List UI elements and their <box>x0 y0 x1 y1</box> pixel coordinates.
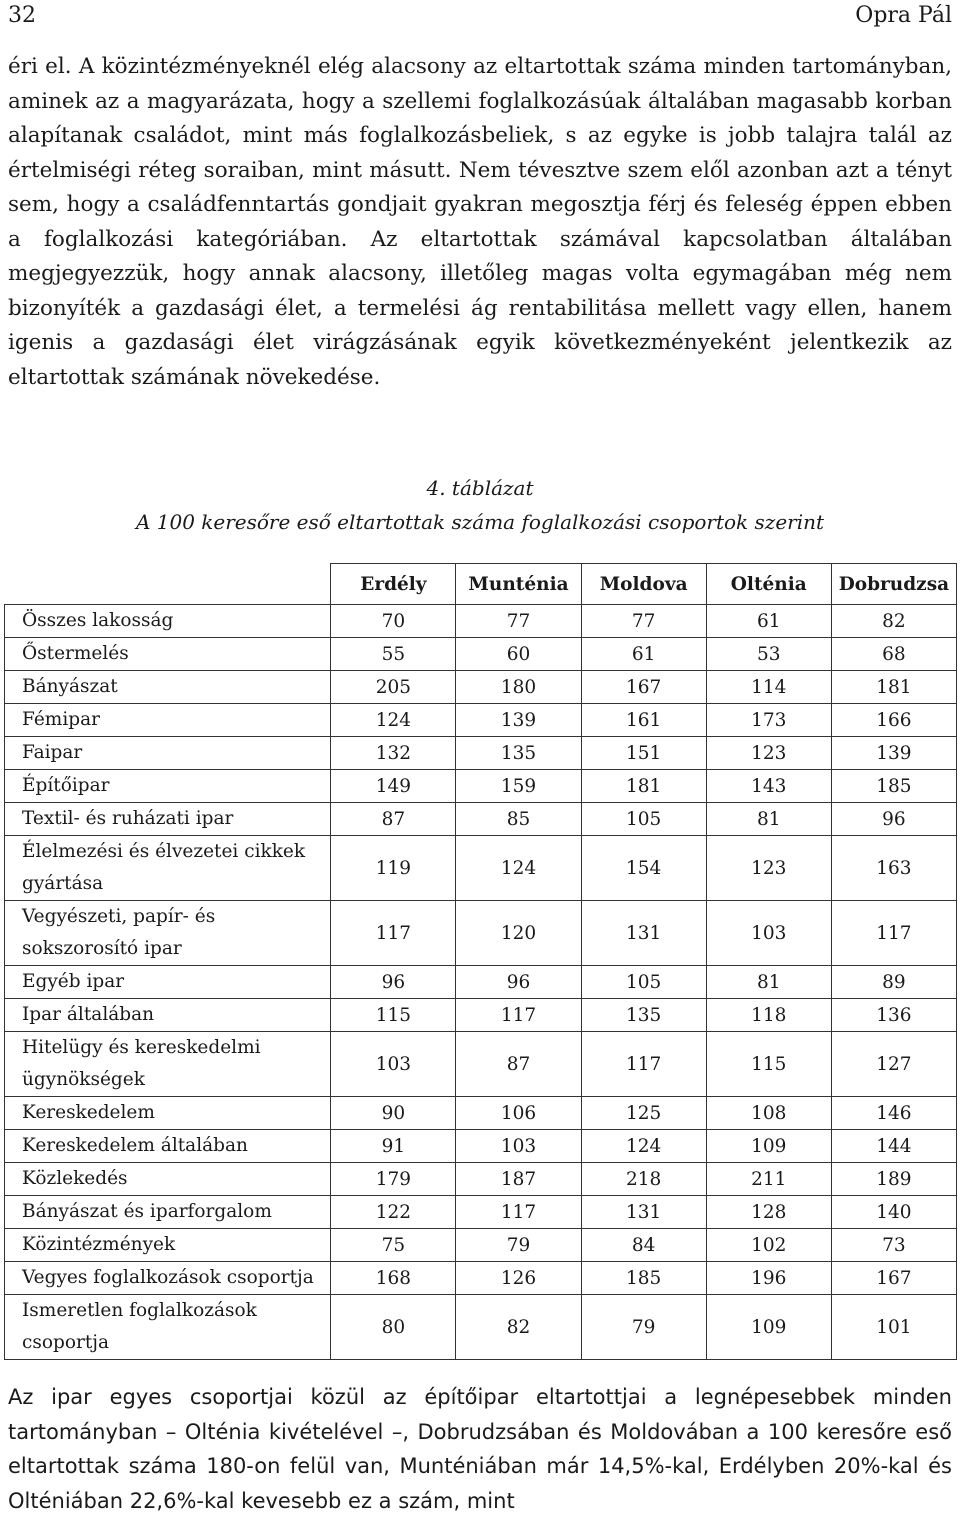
row-label: Ismeretlen foglalkozások csoportja <box>5 1295 331 1360</box>
row-label: Hitelügy és kereskedelmi ügynökségek <box>5 1032 331 1097</box>
table-cell-value: 167 <box>581 671 706 704</box>
table-cell-value: 79 <box>581 1295 706 1360</box>
table-cell-value: 80 <box>331 1295 456 1360</box>
column-header-erdely: Erdély <box>331 564 456 605</box>
table-cell-value: 77 <box>456 605 581 638</box>
table-cell-value: 118 <box>706 999 831 1032</box>
table-row <box>5 1130 957 1163</box>
table-cell-value: 82 <box>831 605 956 638</box>
table-row <box>5 1262 957 1295</box>
table-row <box>5 999 957 1032</box>
table-cell-value: 135 <box>456 737 581 770</box>
dependents-table <box>4 563 957 1360</box>
table-cell-value: 168 <box>331 1262 456 1295</box>
table-cell-value: 103 <box>331 1032 456 1097</box>
table-cell-value: 122 <box>331 1196 456 1229</box>
table-cell-value: 123 <box>706 836 831 901</box>
table-cell-value: 84 <box>581 1229 706 1262</box>
table-cell-value: 117 <box>456 1196 581 1229</box>
table-cell-value: 117 <box>831 901 956 966</box>
table-cell-value: 105 <box>581 803 706 836</box>
body-paragraph-1: éri el. A közintézményeknél elég alacsony az eltartottak száma minden tartományban, aminek az a magyarázata, hogy a szellemi foglalkozásúak általában magasabb korban alapítanak családot, mint más foglalkozásbeliek, s az egyke is jobb talajra talál az értelmiségi réteg soraiban, mint másutt. Nem tévesztve szem elől azonban azt a tényt sem, hogy a családfenntartás gondjait gyakran megosztja férj és feleség éppen ebben a foglalkozási kategóriában. Az eltartottak számával kapcsolatban általában megjegyezzük, hogy annak alacsony, illetőleg magas volta egymagában még nem bizonyíték a gazdasági élet, a termelési ág rentabilitása mellett vagy ellen, hanem igenis a gazdasági élet virágzásának egyik következményeként jelentkezik az eltartottak számának növekedése. <box>8 54 952 390</box>
table-cell-value: 89 <box>831 966 956 999</box>
table-cell-value: 185 <box>831 770 956 803</box>
row-label: Vegyészeti, papír- és sokszorosító ipar <box>5 901 331 966</box>
row-label: Bányászat és iparforgalom <box>5 1196 331 1229</box>
table-cell-value: 102 <box>706 1229 831 1262</box>
table-cell-value: 61 <box>706 605 831 638</box>
table-cell-value: 189 <box>831 1163 956 1196</box>
table-cell-value: 60 <box>456 638 581 671</box>
table-cell-value: 125 <box>581 1097 706 1130</box>
table-cell-value: 181 <box>581 770 706 803</box>
table-cell-value: 61 <box>581 638 706 671</box>
table-row <box>5 1196 957 1229</box>
table-row <box>5 1163 957 1196</box>
table-cell-value: 146 <box>831 1097 956 1130</box>
row-label: Kereskedelem általában <box>5 1130 331 1163</box>
table-cell-value: 117 <box>331 901 456 966</box>
table-cell-value: 139 <box>456 704 581 737</box>
table-cell-value: 81 <box>706 803 831 836</box>
table-row <box>5 638 957 671</box>
row-label: Közlekedés <box>5 1163 331 1196</box>
table-row <box>5 737 957 770</box>
table-cell-value: 109 <box>706 1130 831 1163</box>
table-cell-value: 123 <box>706 737 831 770</box>
table-cell-value: 55 <box>331 638 456 671</box>
table-cell-value: 128 <box>706 1196 831 1229</box>
table-cell-value: 218 <box>581 1163 706 1196</box>
table-row <box>5 671 957 704</box>
table-cell-value: 185 <box>581 1262 706 1295</box>
table-cell-value: 180 <box>456 671 581 704</box>
table-cell-value: 131 <box>581 1196 706 1229</box>
table-cell-value: 114 <box>706 671 831 704</box>
table-cell-value: 181 <box>831 671 956 704</box>
table-caption-title: A 100 keresőre eső eltartottak száma foglalkozási csoportok szerint <box>135 510 825 534</box>
table-cell-value: 124 <box>581 1130 706 1163</box>
row-label: Ipar általában <box>5 999 331 1032</box>
table-row <box>5 605 957 638</box>
table-caption-number: 4. táblázat <box>426 476 534 500</box>
table-cell-value: 68 <box>831 638 956 671</box>
table-cell-value: 196 <box>706 1262 831 1295</box>
table-cell-value: 187 <box>456 1163 581 1196</box>
table-row <box>5 836 957 901</box>
row-label: Élelmezési és élvezetei cikkek gyártása <box>5 836 331 901</box>
table-cell-value: 127 <box>831 1032 956 1097</box>
column-header-oltenia: Olténia <box>706 564 831 605</box>
table-cell-value: 120 <box>456 901 581 966</box>
row-label: Textil- és ruházati ipar <box>5 803 331 836</box>
table-cell-value: 90 <box>331 1097 456 1130</box>
table-cell-value: 173 <box>706 704 831 737</box>
table-cell-value: 167 <box>831 1262 956 1295</box>
row-label: Faipar <box>5 737 331 770</box>
table-cell-value: 124 <box>456 836 581 901</box>
table-cell-value: 135 <box>581 999 706 1032</box>
table-cell-value: 91 <box>331 1130 456 1163</box>
body-paragraph-2: Az ipar egyes csoportjai közül az építőipar eltartottjai a legnépesebbek minden tartományban – Olténia kivételével –, Dobrudzsában és Moldovában a 100 keresőre eső eltartottak száma 180-on felül van, Munténiában már 14,5%-kal, Erdélyben 20%-kal és Olténiában 22,6%-kal kevesebb ez a szám, mint <box>8 1385 952 1513</box>
table-cell-value: 166 <box>831 704 956 737</box>
row-label: Bányászat <box>5 671 331 704</box>
table-cell-value: 211 <box>706 1163 831 1196</box>
table-row <box>5 901 957 966</box>
table-cell-value: 75 <box>331 1229 456 1262</box>
table-cell-value: 108 <box>706 1097 831 1130</box>
table-row <box>5 1032 957 1097</box>
table-cell-value: 79 <box>456 1229 581 1262</box>
table-cell-value: 151 <box>581 737 706 770</box>
table-row <box>5 1295 957 1360</box>
table-cell-value: 96 <box>456 966 581 999</box>
table-cell-value: 117 <box>456 999 581 1032</box>
table-cell-value: 109 <box>706 1295 831 1360</box>
table-cell-value: 87 <box>456 1032 581 1097</box>
table-cell-value: 149 <box>331 770 456 803</box>
table-cell-value: 205 <box>331 671 456 704</box>
table-cell-value: 159 <box>456 770 581 803</box>
table-cell-value: 53 <box>706 638 831 671</box>
table-cell-value: 77 <box>581 605 706 638</box>
row-label: Kereskedelem <box>5 1097 331 1130</box>
table-cell-value: 106 <box>456 1097 581 1130</box>
column-header-muntenia: Munténia <box>456 564 581 605</box>
table-cell-value: 115 <box>331 999 456 1032</box>
row-label: Egyéb ipar <box>5 966 331 999</box>
table-cell-value: 124 <box>331 704 456 737</box>
page-header <box>8 2 952 30</box>
table-cell-value: 139 <box>831 737 956 770</box>
table-cell-value: 103 <box>456 1130 581 1163</box>
table-cell-value: 161 <box>581 704 706 737</box>
table-header-row <box>5 564 957 605</box>
row-label: Vegyes foglalkozások csoportja <box>5 1262 331 1295</box>
table-header-blank <box>5 564 331 605</box>
table-row <box>5 1097 957 1130</box>
table-cell-value: 144 <box>831 1130 956 1163</box>
table-cell-value: 96 <box>831 803 956 836</box>
table-body <box>5 605 957 1360</box>
table-cell-value: 70 <box>331 605 456 638</box>
table-cell-value: 136 <box>831 999 956 1032</box>
row-label: Építőipar <box>5 770 331 803</box>
table-row <box>5 803 957 836</box>
table-cell-value: 154 <box>581 836 706 901</box>
table-cell-value: 140 <box>831 1196 956 1229</box>
table-cell-value: 163 <box>831 836 956 901</box>
page-number: 32 <box>8 3 36 28</box>
table-cell-value: 81 <box>706 966 831 999</box>
table-cell-value: 179 <box>331 1163 456 1196</box>
row-label: Őstermelés <box>5 638 331 671</box>
row-label: Közintézmények <box>5 1229 331 1262</box>
running-head-author: Opra Pál <box>855 3 952 28</box>
table-row <box>5 770 957 803</box>
table-cell-value: 126 <box>456 1262 581 1295</box>
table-cell-value: 115 <box>706 1032 831 1097</box>
row-label: Fémipar <box>5 704 331 737</box>
table-cell-value: 82 <box>456 1295 581 1360</box>
table-cell-value: 101 <box>831 1295 956 1360</box>
table-cell-value: 103 <box>706 901 831 966</box>
table-cell-value: 132 <box>331 737 456 770</box>
row-label: Összes lakosság <box>5 605 331 638</box>
table-cell-value: 119 <box>331 836 456 901</box>
table-row <box>5 1229 957 1262</box>
table-cell-value: 143 <box>706 770 831 803</box>
table-cell-value: 131 <box>581 901 706 966</box>
table-cell-value: 73 <box>831 1229 956 1262</box>
column-header-moldova: Moldova <box>581 564 706 605</box>
table-cell-value: 85 <box>456 803 581 836</box>
table-row <box>5 704 957 737</box>
table-row <box>5 966 957 999</box>
column-header-dobrudzsa: Dobrudzsa <box>831 564 956 605</box>
table-cell-value: 117 <box>581 1032 706 1097</box>
table-cell-value: 96 <box>331 966 456 999</box>
table-cell-value: 105 <box>581 966 706 999</box>
table-cell-value: 87 <box>331 803 456 836</box>
